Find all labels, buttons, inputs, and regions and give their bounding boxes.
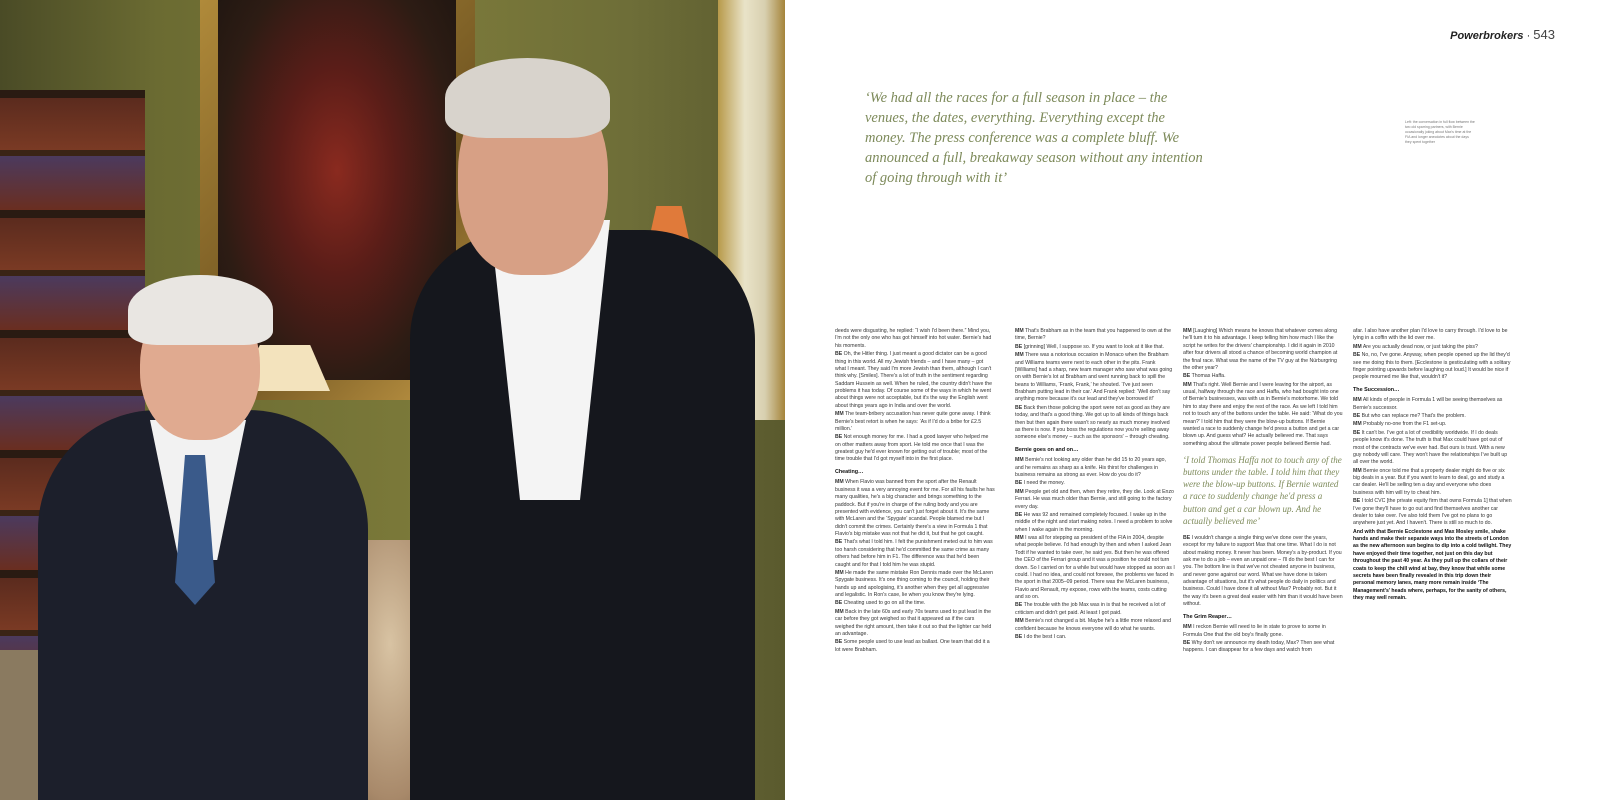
paragraph-text: Why don't we announce my death today, Max? Then see what happens. I can disappear for a few days and watch from — [1183, 640, 1335, 654]
paragraph-text: Some people used to use lead as ballast. One team that did it a lot were Brabham. — [835, 639, 990, 653]
speaker-initials: BE — [1353, 352, 1361, 359]
interview-paragraph — [1015, 480, 1175, 487]
interview-paragraph — [1015, 512, 1175, 534]
paragraph-text: Are you actually dead now, or just taking the piss? — [1362, 343, 1478, 350]
paragraph-text: I was all for stepping as president of the FIA in 2004, despite what people believe. I'd had enough by then and when I asked Jean Todt if he wanted to take over, he said yes. But then he was offered the CEO of the Ferrari group and it was a position he could not turn down. So I carried on for a while but would have stopped as soon as I could. I had no idea, and could not foresee, the problems we faced in the sport in that 2005–09 period. There was the McLaren business, Flavio and Renault, my expose, rows with the teams, costs cutting and so on. — [1015, 535, 1175, 601]
interview-paragraph — [1353, 344, 1513, 351]
interview-paragraph — [835, 639, 995, 654]
speaker-initials: BE — [835, 351, 843, 358]
page-number: 543 — [1533, 27, 1555, 42]
paragraph-text: The team-bribery accusation has never quite gone away. I think Bernie's best retort is when he says: ‘As if I'd do a bribe for £2.5 million.’ — [835, 411, 991, 432]
interview-paragraph — [1353, 397, 1513, 412]
speaker-initials: BE — [835, 539, 843, 546]
speaker-initials: MM — [1183, 624, 1192, 631]
interview-paragraph — [1015, 352, 1175, 404]
paragraph-text: All kinds of people in Formula 1 will be seeing themselves as Bernie's successor. — [1353, 397, 1503, 411]
interview-paragraph — [1183, 640, 1343, 655]
paragraph-text: Thomas Haffa. — [1191, 373, 1226, 380]
paragraph-text: [Laughing] Which means he knows that whatever comes along he'll turn it to his advantage. I keep telling him how much I like the script he writes for the drivers' championship. I did it again in 2010 after four drivers all stood a chance of becoming world champion at the final race. What was the name of the TV guy at the Nürburgring the other year? — [1183, 328, 1338, 371]
interview-paragraph — [1015, 535, 1175, 601]
interview-paragraph — [1015, 489, 1175, 511]
paragraph-text: afar. I also have another plan I'd love to carry through. I'd love to be lying in a coffin with the lid over me. — [1353, 328, 1508, 342]
speaker-initials: MM — [835, 479, 844, 486]
paragraph-text: I need the money. — [1023, 480, 1065, 487]
speaker-initials: BE — [1353, 429, 1361, 436]
closing-paragraph: And with that Bernie Ecclestone and Max Mosley smile, shake hands and make their separate ways into the streets of London as the new afternoon sun begins to dip into a cold twilight. They have enjoyed their time together, not just on this day but throughout the past 40 year. As they pull up the collars of their coats to keep the chill wind at bay, they know that while some secrets have been finally revealed in this trip down their personal memory lanes, many more remain inside ‘The Management's’ heads where, perhaps, for the sanity of others, they may well remain. — [1353, 528, 1512, 602]
subheading: The Grim Reaper… — [1183, 613, 1232, 620]
speaker-initials: BE — [835, 434, 843, 441]
paragraph-text: Back in the late 60s and early 70s teams used to put lead in the car before they got weighed so that it appeared as if the cars weighed the right amount, then take it out so that the lighter car held an advantage. — [835, 608, 992, 637]
interview-paragraph — [1015, 634, 1175, 641]
interview-paragraph — [1183, 382, 1343, 448]
speaker-initials: BE — [1015, 343, 1023, 350]
speaker-initials: BE — [1015, 633, 1023, 640]
interview-paragraph — [1183, 328, 1343, 372]
paragraph-text: Cheating used to go on all the time. — [843, 600, 926, 607]
inline-pull-quote: ‘I told Thomas Haffa not to touch any of the buttons under the table. I told him that they were the blow-up buttons. If Bernie wanted a race to suddenly change he'd press a button and get a car blown up. And he actually believed me’ — [1183, 455, 1342, 526]
paragraph-text: deeds were disgusting, he replied: “I wish I'd been there.” Mind you, I'm not the only one who has got himself into hot water. Bernie's had his moments. — [835, 328, 992, 349]
section-title: Powerbrokers — [1450, 30, 1524, 42]
header-separator: · — [1526, 30, 1531, 42]
speaker-initials: MM — [1183, 381, 1192, 388]
interview-paragraph — [1015, 405, 1175, 442]
speaker-initials: MM — [835, 608, 844, 615]
paragraph-text: Not enough money for me. I had a good lawyer who helped me on other matters away from sport. He told me once that I was the greatest guy he'd ever known for getting out of trouble; most of the time trouble that I'd got myself into in the first place. — [835, 434, 989, 463]
speaker-initials: BE — [1015, 602, 1023, 609]
interview-paragraph — [1015, 618, 1175, 633]
interview-paragraph — [1353, 421, 1513, 428]
photo-caption: Left: the conversation in full flow between the two old sparring partners, with Bernie occasionally joking about Max's time at the FIA and longer anecdotes about the days they spent together — [1405, 120, 1475, 144]
cover-photo — [0, 0, 785, 800]
subheading: The Succession… — [1353, 386, 1400, 393]
interview-paragraph — [1015, 328, 1175, 343]
paragraph-text: [grinning] Well, I suppose so. If you want to look at it like that. — [1023, 343, 1165, 350]
interview-paragraph — [1015, 344, 1175, 351]
paragraph-text: Bernie once told me that a property dealer might do five or six big deals in a year. But if you want to learn to deal, go and study a car dealer. He'll be selling ten a day and everyone who does business with him will try to cheat him. — [1353, 467, 1505, 496]
paragraph-text: People get old and then, when they retire, they die. Look at Enzo Ferrari. He was much older than Bernie, and still going to the factory every day. — [1015, 488, 1174, 510]
interview-paragraph — [1015, 457, 1175, 479]
paragraph-text: I do the best I can. — [1023, 633, 1067, 640]
paragraph-text: The trouble with the job Max was in is that he received a lot of criticism and didn't get paid. At least I got paid. — [1015, 602, 1166, 616]
text-column-3 — [1183, 328, 1343, 788]
speaker-initials: MM — [835, 569, 844, 576]
interview-paragraph — [835, 600, 995, 607]
paragraph-text: That's right. Well Bernie and I were leaving for the airport, as usual, halfway through the race and Haffa, who had bought into one of Bernie's businesses, was with us in Bernie's motorhome. We told him to stay there and enjoy the rest of the race. As we left I told him not to touch any of the buttons under the table. He said: ‘What do you mean?’ I told him that they were the blow-up buttons. If Bernie wanted a race to suddenly change he'd press a button and get a car blown up. And guess what? He actually believed me. That says something about the ultimate power people believed Bernie had. — [1183, 381, 1343, 447]
speaker-initials: MM — [1015, 488, 1024, 495]
speaker-initials: BE — [1183, 373, 1191, 380]
speaker-initials: BE — [1183, 534, 1191, 541]
paragraph-text: Probably no-one from the F1 set-up. — [1363, 421, 1447, 428]
running-header — [1450, 27, 1555, 42]
paragraph-text: I reckon Bernie will need to lie in state to prove to some in Formula One that the old boy's finally gone. — [1183, 624, 1326, 638]
interview-paragraph — [1183, 535, 1343, 609]
paragraph-text: Bernie's not changed a bit. Maybe he's a little more relaxed and confident because he knows everyone will do what he wants. — [1015, 618, 1171, 632]
speaker-initials: BE — [835, 639, 843, 646]
interview-paragraph — [1353, 498, 1513, 528]
subheading: Cheating… — [835, 468, 864, 475]
speaker-initials: MM — [835, 411, 844, 418]
interview-paragraph — [835, 411, 995, 433]
speaker-initials: MM — [1353, 421, 1362, 428]
speaker-initials: MM — [1015, 352, 1024, 359]
speaker-initials: MM — [1353, 397, 1362, 404]
speaker-initials: MM — [1353, 467, 1362, 474]
paragraph-text: I told CVC [the private equity firm that owns Formula 1] that when I've gone they'll have to go out and find themselves another car dealer to take over. I've also told them I've got no plans to go anywhere just yet. And I haven't. There is still so much to do. — [1353, 498, 1512, 527]
interview-paragraph — [1353, 468, 1513, 498]
speaker-initials: MM — [1353, 343, 1362, 350]
paragraph-text: He made the same mistake Ron Dennis made over the McLaren Spygate business. It's one thing coming to the council, holding their hands up and apologising, it's another when they get all aggressive and legalistic. In Ron's case, lie when you know they're lying. — [835, 569, 994, 599]
speaker-initials: BE — [1015, 480, 1023, 487]
interview-paragraph — [835, 351, 995, 410]
speaker-initials: MM — [1015, 328, 1024, 334]
interview-paragraph — [835, 570, 995, 600]
interview-paragraph — [1183, 373, 1343, 380]
man-left-hair — [128, 275, 273, 345]
interview-paragraph — [1353, 413, 1513, 420]
speaker-initials: MM — [1015, 618, 1024, 625]
paragraph-text: He was 92 and remained completely focused. I wake up in the middle of the night and start making notes. I need a problem to solve when I wake again in the morning. — [1015, 511, 1173, 533]
paragraph-text: Oh, the Hitler thing. I just meant a good dictator can be a good thing in this world. All my Jewish friends – and I have many – got what I meant. They said I'm more Jewish than them, although I can't think why. [Smiles]. There's a lot of truth in the sentiment regarding Saddam Hussein as well. When he ruled, the country didn't have the problems it has today. Of course some of the ways in which he went about things were not acceptable, but it's the way the English went about things years ago in India and over the world. — [835, 351, 992, 409]
speaker-initials: BE — [1353, 413, 1361, 420]
interview-paragraph — [1183, 624, 1343, 639]
subheading: Bernie goes on and on… — [1015, 446, 1079, 453]
speaker-initials: BE — [1015, 404, 1023, 411]
pull-quote: ‘We had all the races for a full season in place – the venues, the dates, everything. Everything except the money. The press conference was a complete bluff. We announced a full, breakaway season without any intention of going through with it’ — [865, 90, 1203, 186]
paragraph-text: There was a notorious occasion in Monaco when the Brabham and Williams teams were next to each other in the pits. Frank [Williams] had a sharp, new team manager who saw what was going on with Bernie's lot at Brabham and went running back to spill the beans to Williams, ‘Frank, Frank,’ he shouted. ‘I've just seen Brabham putting lead in their car.’ And Frank replied: ‘Well don't say anything more because it's our lead and they've borrowed it!’ — [1015, 352, 1173, 403]
interview-paragraph — [835, 609, 995, 639]
interview-paragraph — [1353, 352, 1513, 382]
paragraph-text: When Flavio was banned from the sport after the Renault business it was a very annoying event for me. For all his faults he has many qualities, he's a big character and brings something to the paddock. But if you're in charge of the ruling body and you are presented with evidence, you can't just forget about it. It's the same with McLaren and the ‘Spygate’ scandal. People blamed me but I didn't commit the crimes. Certainly there's a view in Formula 1 that Flavio's big mistake was not that he did it, but that he got caught. — [835, 479, 995, 538]
speaker-initials: BE — [1015, 511, 1023, 518]
speaker-initials: MM — [1015, 457, 1024, 464]
paragraph-text: But who can replace me? That's the problem. — [1361, 413, 1466, 420]
interview-paragraph — [1353, 430, 1513, 467]
interview-paragraph — [835, 539, 995, 569]
text-column-4 — [1353, 328, 1513, 788]
speaker-initials: MM — [1183, 328, 1192, 334]
paragraph-text: Bernie's not looking any older than he did 15 to 20 years ago, and he remains as sharp as a knife. His thirst for challenges in business remains as strong as ever. How do you do it? — [1015, 457, 1166, 479]
interview-paragraph — [835, 434, 995, 464]
article-page — [785, 0, 1600, 800]
paragraph-text: No, no, I've gone. Anyway, when people opened up the lid they'd see me doing this to them. [Ecclestone is gesticulating with a solitary finger pointing upwards before laughing out loud.] It would be nice if people mourned me like that, wouldn't it? — [1353, 352, 1511, 381]
paragraph-text: It can't be. I've got a lot of credibility worldwide. If I do deals people know it's done. The truth is that Max could have got out of most of the contracts we've ever had. But ours is trust. With a new guy nobody will care. They won't have the relationships I've built up all over the world. — [1353, 429, 1508, 466]
paragraph-text: That's Brabham as in the team that you happened to own at the time, Bernie? — [1015, 328, 1172, 342]
text-column-1 — [835, 328, 995, 788]
speaker-initials: BE — [1353, 498, 1361, 505]
interview-paragraph — [1015, 602, 1175, 617]
paragraph-text: Back then those policing the sport were not as good as they are today, and that's a good thing. We got up to all kinds of things back then but then again there wasn't so nearly as much money involved as there is now. If you boss the regulations now you're selling away someone else's money – such as the sponsors' – through cheating. — [1015, 404, 1170, 441]
interview-paragraph — [835, 328, 995, 350]
paragraph-text: I wouldn't change a single thing we've done over the years, except for my failure to support Max that one time. What I do is not about making money. It never has been. Money's a by-product. If you ask me to do a job – even an unpaid one – I'll do the best I can for you. The bottom line is that we've not cheated anyone in business, and never gone against our word. What we have done is taken advantage of situations, but it's what people do daily in politics and business. Could I have done it all without Max? Probably not. But it the way it's been a great deal easier with him than it would have been without. — [1183, 534, 1343, 608]
speaker-initials: BE — [835, 600, 843, 607]
interview-paragraph — [1353, 328, 1513, 343]
speaker-initials: BE — [1183, 640, 1191, 647]
speaker-initials: MM — [1015, 535, 1024, 542]
man-right-hair — [445, 58, 610, 138]
paragraph-text: That's what I told him. I felt the punishment meted out to him was too harsh considering that he'd committed the same crime as many others had before him in F1. The difference was that he'd been caught and for that I told him he was stupid. — [835, 539, 993, 568]
interview-paragraph — [835, 479, 995, 538]
text-column-2 — [1015, 328, 1175, 788]
